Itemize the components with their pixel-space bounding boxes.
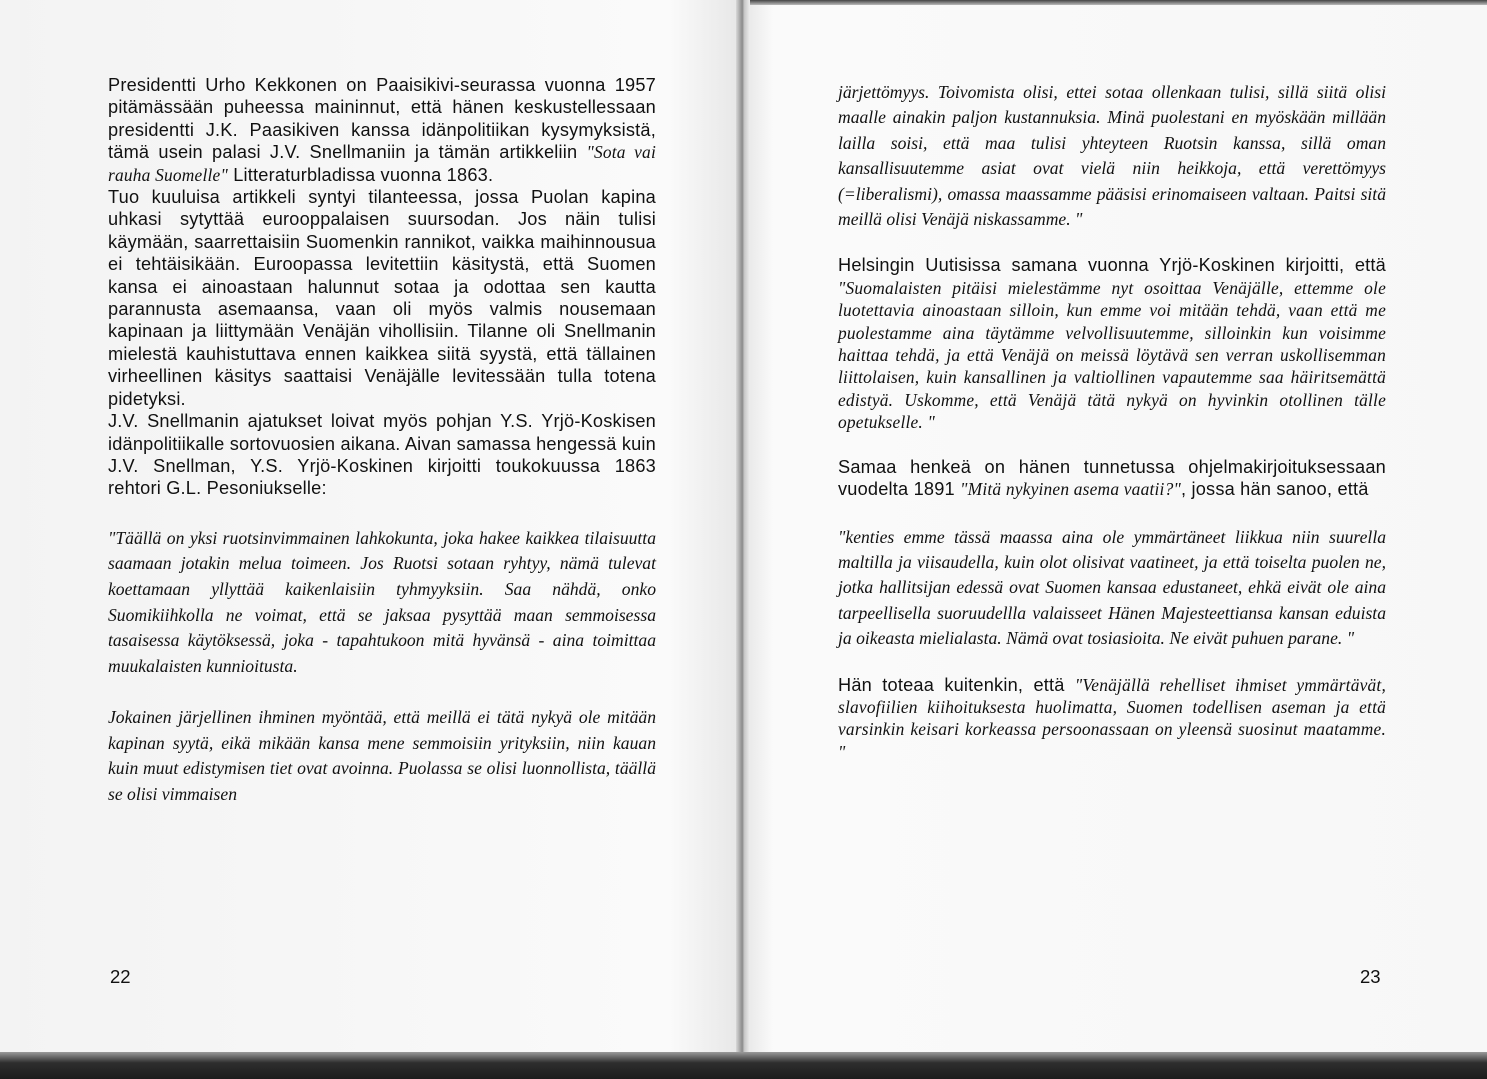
- paragraph-ohjelmakirjoitus: Samaa henkeä on hänen tunnetussa ohjelmakirjoituksessaan vuodelta 1891 "Mitä nykyinen asema vaatii?", jossa hän sanoo, että: [838, 456, 1386, 500]
- scan-edge-bottom: [0, 1052, 1487, 1079]
- page-number-right: 23: [1360, 966, 1381, 987]
- quote-ohjelmakirjoitus: "kenties emme tässä maassa aina ole ymmärtäneet liikkua niin suurella maltilla ja viisaudella, kuin olot olisivat vaatineet, ja että toiselta puolen ne, jotka hallitsijan edessä ovat Suomen kansaa edustaneet, ehkä eivät ole aina tarpeellisella suoruudellla valaisseet Hänen Majesteettiansa kansan eduista ja oikeasta mielialasta. Nämä ovat tosiasioita. Ne eivät puhuen parane. ": [838, 526, 1386, 649]
- quote-letter-part2: Jokainen järjellinen ihminen myöntää, että meillä ei tätä nykyä ole mitään kapinan syytä, eikä mikään kansa mene semmoisiin yrityksiin, niin kauan kuin muut edistymisen tiet ovat avoinna. Puolassa se olisi luonnollista, täällä se olisi vimmaisen: [108, 707, 656, 805]
- quote-letter-continued: järjettömyys. Toivomista olisi, ettei sotaa ollenkaan tulisi, sillä siitä olisi maalle ainakin paljon kustannuksia. Minä puolestani en myöskään millään lailla soisi, että maa tulisi yhteyteen Ruotsin kanssa, sillä oman kansallisuutemme asiat ovat vielä niin heikkoja, että verettömyys (=liberalismi), omassa maassamme pääsisi erinomaiseen valtaan. Paitsi sitä meillä olisi Venäjä niskassamme. ": [838, 82, 1386, 230]
- article-title: "Sota vai rauha Suomelle": [108, 142, 656, 185]
- book-gutter: [736, 0, 750, 1079]
- quote-helsingin-uutiset: "Suomalaisten pitäisi mielestämme nyt osoittaa Venäjälle, ettemme ole luotettavia ainoastaan silloin, kun emme voi mitään tehdä, vaan että me puolestamme aina täytämme velvollisuutemme, silloinkin kun voisimme haittaa tehdä, ja että Venäjä on meissä löytävä sen verran uskollisemman liittolaisen, kuin kansallinen ja valtiollinen vapautemme saa häiritsemättä edistyä. Uskomme, että Venäjä tätä nykyä on hyvinkin otollinen tälle opetukselle. ": [838, 277, 1386, 433]
- program-title: "Mitä nykyinen asema vaatii?": [960, 479, 1181, 500]
- page-number-left: 22: [110, 966, 131, 987]
- paragraph-venajalla: Hän toteaa kuitenkin, että "Venäjällä rehelliset ihmiset ymmärtävät, slavofiilien kiihoituksesta huolimatta, Suomen todellisen aseman ja että varsinkin keisari korkeassa persoonassaan on yleensä suosinut maatamme. ": [838, 674, 1386, 762]
- paragraph-polish-uprising: Tuo kuuluisa artikkeli syntyi tilanteessa, jossa Puolan kapina uhkasi sytyttää eurooppalaisen suursodan. Jos näin tulisi käymään, saarrettaisiin Suomenkin rannikot, vaikka maihinnousua ei tehtäisikään. Euroopassa levitettiin käsitystä, että Suomen kansa ei ainoastaan halunnut sotaa ja odottaa sen kautta parannusta asemaansa, vaan oli myös valmis nousemaan kapinaan ja liittymään Venäjän vihollisiin. Tilanne oli Snellmanin mielestä kauhistuttava ennen kaikkea siitä syystä, että tällainen virheellinen käsitys saattaisi Venäjälle levitessään tulla totena pidetyksi.: [108, 187, 656, 409]
- quote-letter-part1: "Täällä on yksi ruotsinvimmainen lahkokunta, joka hakee kaikkea tilaisuutta saamaan jotakin melua toimeen. Jos Ruotsi sotaan ryhtyy, nämä tulevat koettamaan yllyttää kaikenlaisiin tyhmyyksiin. Saa nähdä, onko Suomikiihkolla ne voimat, että se jaksaa pysyttää maan semmoisessa tasaisessa käytöksessä, joka - tapahtukoon mitä hyvänsä - aina toimittaa muukalaisten kunnioitusta.: [108, 527, 656, 676]
- paragraph-helsingin-uutiset: Helsingin Uutisissa samana vuonna Yrjö-Koskinen kirjoitti, että "Suomalaisten pitäisi mielestämme nyt osoittaa Venäjälle, ettemme ole luotettavia ainoastaan silloin, kun emme voi mitään tehdä, vaan että me puolestamme aina täytämme velvollisuutemme, silloinkin kun voisimme haittaa tehdä, ja että Venäjä on meissä löytävä sen verran uskollisemman liittolaisen, kuin kansallinen ja valtiollinen vapautemme saa häiritsemättä edistyä. Uskomme, että Venäjä tätä nykyä on hyvinkin otollinen tälle opetukselle. ": [838, 255, 1386, 433]
- right-page: [838, 80, 1386, 763]
- scan-edge-top: [740, 0, 1487, 5]
- left-page: [108, 74, 656, 808]
- paragraph-kekkonen: Presidentti Urho Kekkonen on Paaisikivi-seurassa vuonna 1957 pitämässään puheessa maininnut, että hänen keskustellessaan presidentti J.K. Paasikiven kanssa idänpolitiikan kysymyksistä, tämä usein palasi J.V. Snellmaniin ja tämän artikkeliin "Sota vai rauha Suomelle" Litteraturbladissa vuonna 1863.: [108, 75, 656, 185]
- quote-venajalla: "Venäjällä rehelliset ihmiset ymmärtävät, slavofiilien kiihoituksesta huolimatta, Suomen todellisen aseman ja että varsinkin keisari korkeassa persoonassaan on yleensä suosinut maatamme. ": [838, 674, 1386, 762]
- paragraph-yrjo-koskinen: J.V. Snellmanin ajatukset loivat myös pohjan Y.S. Yrjö-Koskisen idänpolitiikalle sortovuosien aikana. Aivan samassa hengessä kuin J.V. Snellman, Y.S. Yrjö-Koskinen kirjoitti toukokuussa 1863 rehtori G.L. Pesoniukselle:: [108, 411, 656, 499]
